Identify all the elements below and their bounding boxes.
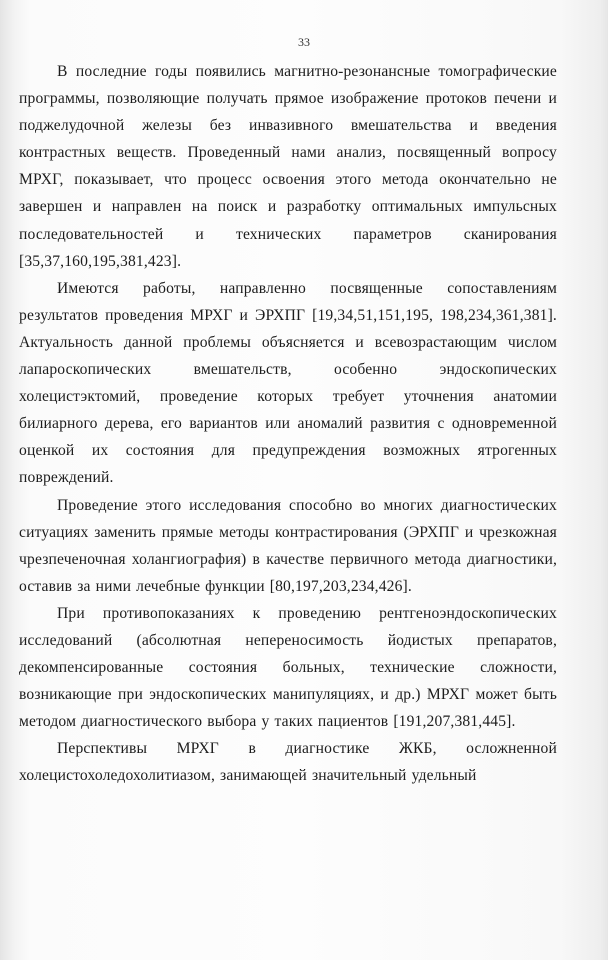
paragraph-prospects: Перспективы МРХГ в диагностике ЖКБ, осложненной холецистохоледохолитиазом, занимающей значительный удельный bbox=[19, 740, 557, 785]
paragraph-replacing-direct-methods: Проведение этого исследования способно во многих диагностических ситуациях заменить прямые методы контрастирования (ЭРХПГ и чрезкожная чрезпеченочная холангиография) в качестве первичного метода диагностики, оставив за ними лечебные функции [80,197,203,234,426]. bbox=[19, 496, 557, 595]
paragraph-mrcp-ercp-comparison: Имеются работы, направленно посвященные сопоставлениям результатов проведения МРХГ и ЭРХПГ [19,34,51,151,195, 198,234,361,381]. Актуальность данной проблемы объясняется и всевозрастающим числом лапароскопических вмешательств, особенно эндоскопических холецистэктомий, проведение которых требует уточнения анатомии билиарного дерева, его вариантов или аномалий развития с одновременной оценкой их состояния для предупреждения возможных ятрогенных повреждений. bbox=[19, 279, 557, 487]
body-text bbox=[19, 58, 557, 790]
paragraph-contraindications: При противопоказаниях к проведению рентгеноэндоскопических исследований (абсолютная непереносимость йодистых препаратов, декомпенсированные состояния больных, технические сложности, возникающие при эндоскопических манипуляциях, и др.) МРХГ может быть методом диагностического выбора у таких пациентов [191,207,381,445]. bbox=[19, 604, 557, 731]
page-number: 33 bbox=[298, 35, 310, 49]
paragraph-mrcp-programs: В последние годы появились магнитно-резонансные томографические программы, позволяющие получать прямое изображение протоков печени и поджелудочной железы без инвазивного вмешательства и введения контрастных веществ. Проведенный нами анализ, посвященный вопросу МРХГ, показывает, что процесс освоения этого метода окончательно не завершен и направлен на поиск и разработку оптимальных импульсных последовательностей и технических параметров сканирования [35,37,160,195,381,423]. bbox=[19, 63, 557, 270]
